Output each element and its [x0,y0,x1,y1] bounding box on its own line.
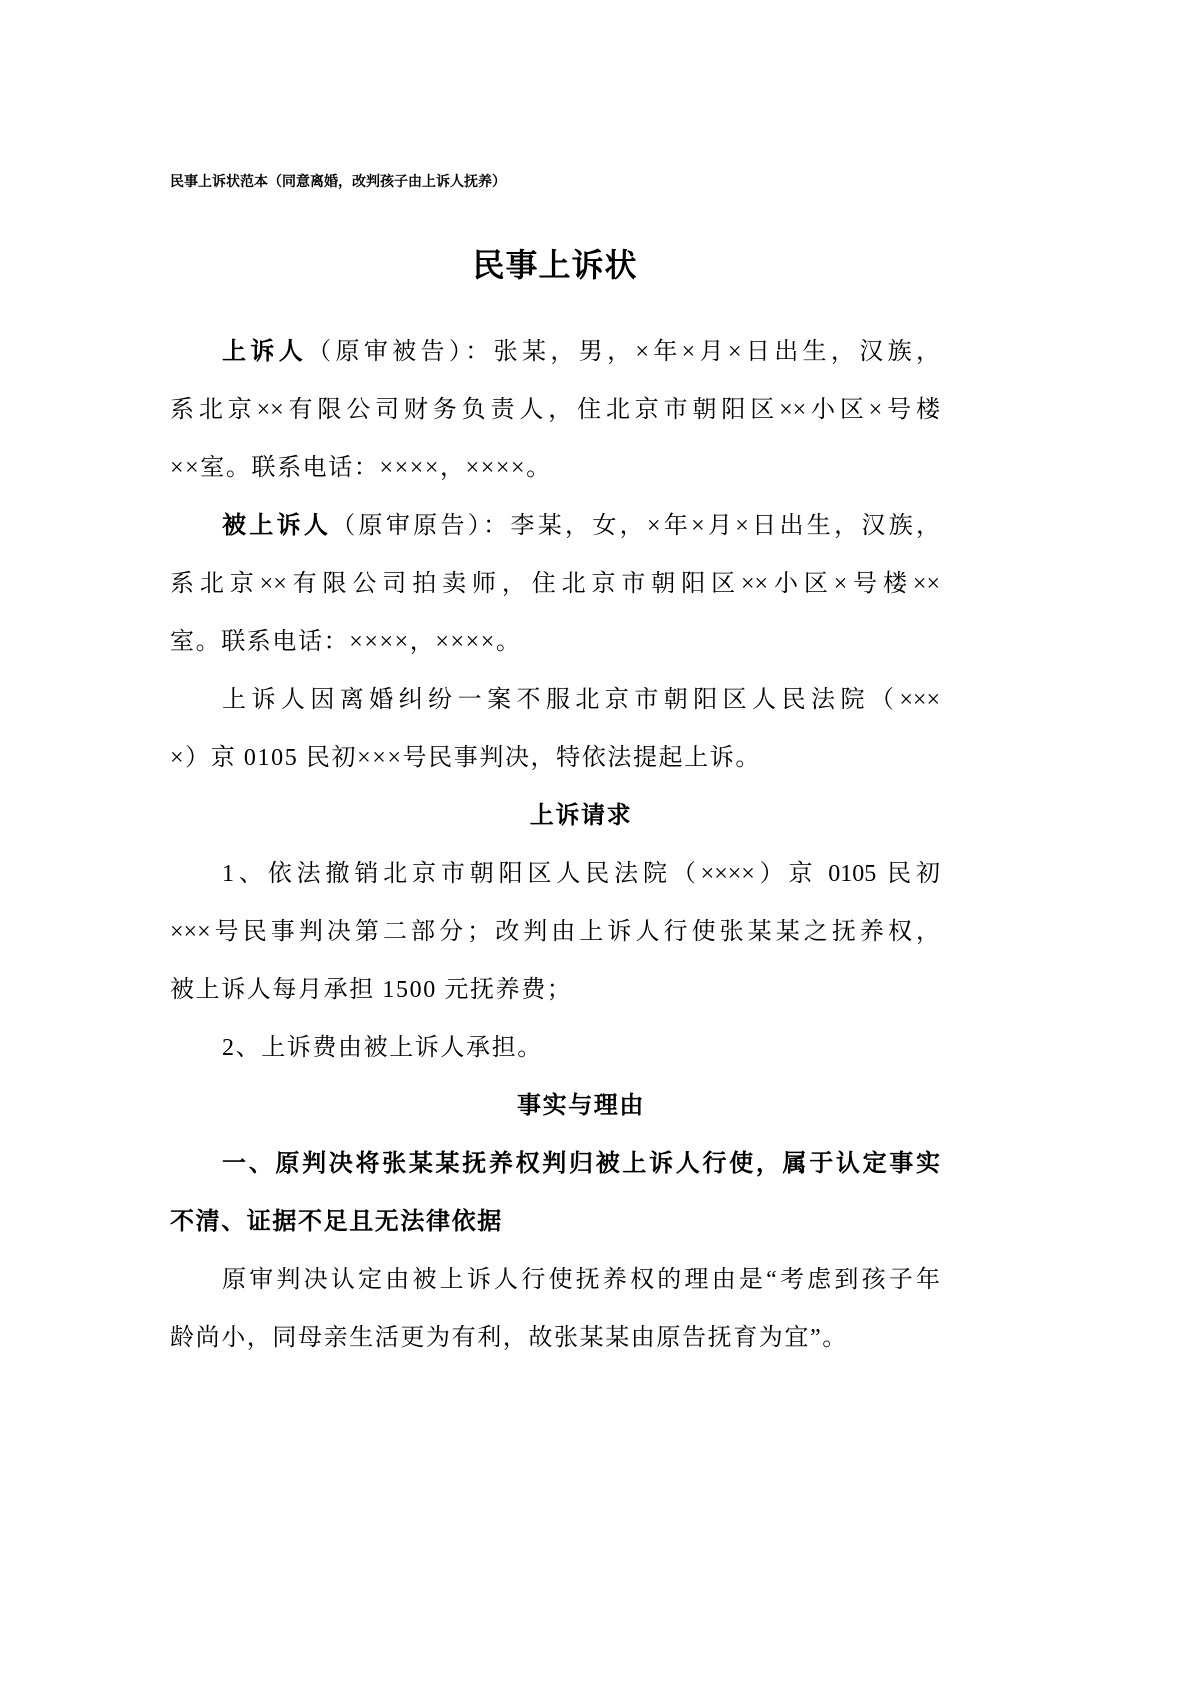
appellant-line-3: ××室。联系电话：××××，××××。 [170,455,552,481]
appellee-line-1 [170,497,940,555]
request-1-line-3: 被上诉人每月承担 1500 元抚养费； [170,977,573,1003]
facts-point-1-body-line-1: 原审判决认定由被上诉人行使抚养权的理由是“考虑到孩子年 [222,1267,940,1293]
appellant-label: 上诉人 [222,339,308,365]
appellee-line-1-text: （原审原告）：李某，女，×年×月×日出生，汉族， [331,513,940,539]
facts-point-1-body-line-2: 龄尚小，同母亲生活更为有利，故张某某由原告抚育为宜”。 [170,1325,848,1351]
appellee-label: 被上诉人 [222,513,332,539]
request-1-line-1: 1、依法撤销北京市朝阳区人民法院（××××）京 0105 民初 [222,861,940,887]
facts-point-1-title-line-2: 不清、证据不足且无法律依据 [170,1209,503,1235]
appellant-line-1 [170,323,940,381]
requests-heading: 上诉请求 [529,803,633,829]
intro-line-2: ×）京 0105 民初×××号民事判决，特依法提起上诉。 [170,745,761,771]
request-1-line-2: ×××号民事判决第二部分；改判由上诉人行使张某某之抚养权， [170,919,940,945]
document-title: 民事上诉状 [472,247,638,283]
document-header: 民事上诉状范本（同意离婚，改判孩子由上诉人抚养） [170,175,506,190]
intro-line-1: 上诉人因离婚纠纷一案不服北京市朝阳区人民法院（××× [222,687,940,713]
appellant-line-1-text: （原审被告）：张某，男，×年×月×日出生，汉族， [307,339,940,365]
facts-point-1-title-line-1: 一、原判决将张某某抚养权判归被上诉人行使，属于认定事实 [222,1151,940,1177]
appellee-line-2: 系北京××有限公司拍卖师，住北京市朝阳区××小区×号楼×× [170,571,940,597]
document-body [170,323,940,1367]
facts-heading: 事实与理由 [517,1093,645,1119]
appellant-line-2: 系北京××有限公司财务负责人，住北京市朝阳区××小区×号楼 [170,397,940,423]
request-2-line-1: 2、上诉费由被上诉人承担。 [222,1035,543,1061]
appellee-line-3: 室。联系电话：××××，××××。 [170,629,522,655]
